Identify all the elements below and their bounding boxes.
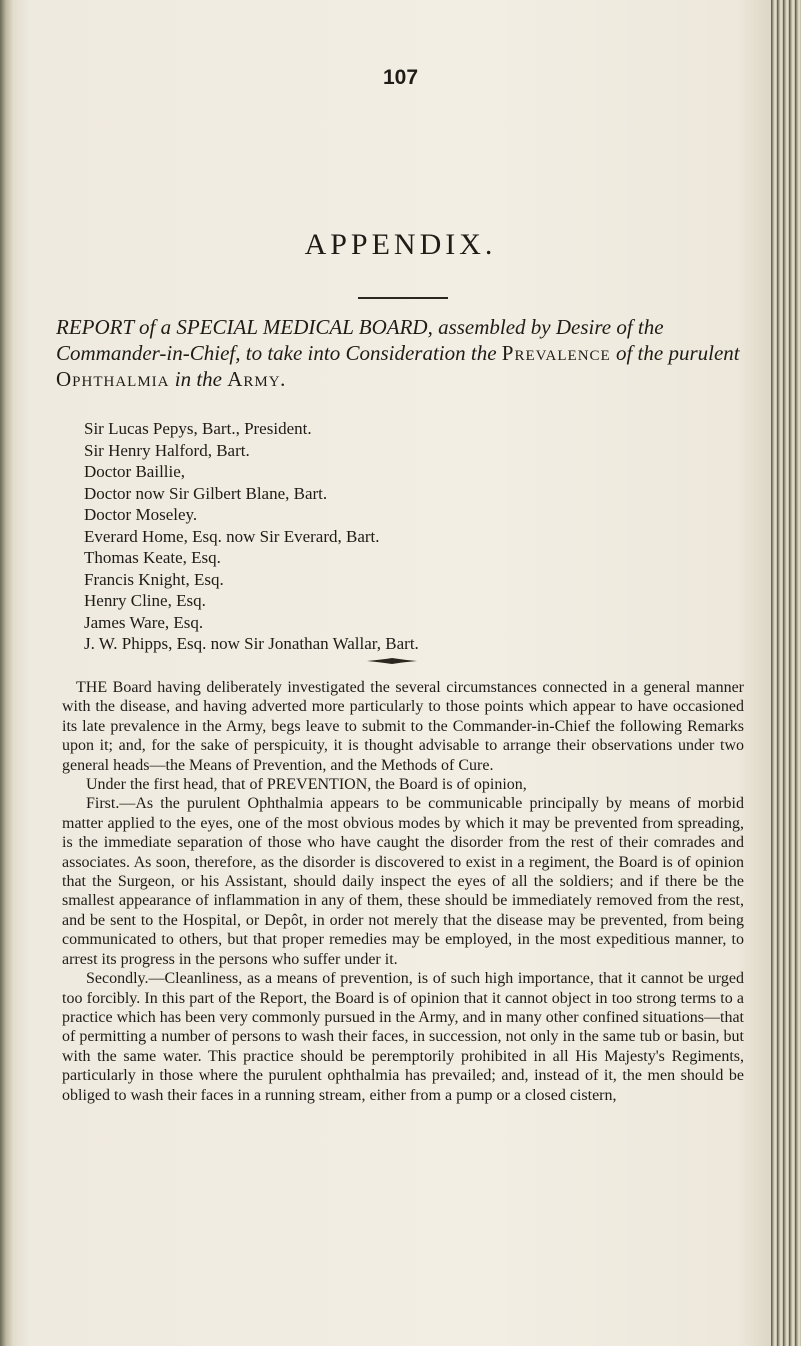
member-line: Doctor now Sir Gilbert Blane, Bart. xyxy=(84,483,328,503)
member-line: Thomas Keate, Esq. xyxy=(84,548,221,567)
member-line: Sir Henry Halford, Bart. xyxy=(84,440,250,460)
member-line: Everard Home, Esq. now Sir Everard, Bart. xyxy=(84,526,380,546)
title-ophthalmia: Ophthalmia xyxy=(56,367,170,391)
title-prevalence: Prevalence xyxy=(501,341,611,365)
title-part-4: . xyxy=(280,367,286,391)
title-part-2: of the purulent xyxy=(610,341,740,365)
title-army: Army xyxy=(227,367,281,391)
paragraph: THE Board having deliberately investigated the several circumstances connected in a general manner with the disease, and having adverted more particularly to those points which appear to have occasioned its late prevalence in the Army, begs leave to submit to the Commander-in-Chief the following Remarks upon it; and, for the sake of perspicuity, it is thought advisable to arrange their observations under two general heads—the Means of Prevention, and the Methods of Cure. xyxy=(62,679,744,774)
paragraph: Secondly.—Cleanliness, as a means of prevention, is of such high importance, that it cannot be urged too forcibly. In this part of the Report, the Board is of opinion that it cannot object in too strong terms to a practice which has been very commonly pursued in the Army, and in many other confined situations—that of permitting a number of persons to wash their faces, in succession, not only in the same tub or basin, but with the same water. This practice should be peremptorily prohibited in all His Majesty's Regiments, particularly in those where the purulent ophthalmia has prevailed; and, instead of it, the men should be obliged to wash their faces in a running stream, either from a pump or a closed cistern, xyxy=(62,970,744,1104)
paragraph: First.—As the purulent Ophthalmia appears to be communicable principally by means of morbid matter applied to the eyes, one of the most obvious modes by which it may be prevented from spreading, is the immediate separation of those who have caught the disorder from the rest of their comrades and associates. As soon, therefore, as the disorder is discovered to exist in a regiment, the Board is of opinion that the Surgeon, or his Assistant, should daily inspect the eyes of all the soldiers; and if there be the smallest appearance of inflammation in any of them, these should be immediately removed from the rest, and be sent to the Hospital, or Depôt, in order not merely that the disease may be prevented, from being communicated to others, but that proper remedies may be employed, in the most expeditious manner, to arrest its progress in the persons who suffer under it. xyxy=(62,795,744,968)
board-members-list xyxy=(84,418,724,655)
page-number: 107 xyxy=(382,66,419,89)
book-spine-shadow xyxy=(0,0,14,1346)
heading-rule xyxy=(358,297,448,299)
section-ornament xyxy=(367,657,417,665)
page-edges xyxy=(771,0,801,1346)
paragraph: Under the first head, that of PREVENTION, the Board is of opinion, xyxy=(86,776,527,794)
member-line: Henry Cline, Esq. xyxy=(84,591,206,610)
member-line: James Ware, Esq. xyxy=(84,612,204,632)
report-title xyxy=(56,314,776,392)
member-line: J. W. Phipps, Esq. now Sir Jonathan Wallar, Bart. xyxy=(84,634,419,653)
member-line: Francis Knight, Esq. xyxy=(84,569,224,589)
member-line: Doctor Moseley. xyxy=(84,505,198,524)
report-body xyxy=(62,678,744,1105)
title-part-1: REPORT of a SPECIAL MEDICAL BOARD, assembled by Desire of the Commander-in-Chief, to take into Consideration the xyxy=(56,315,664,365)
appendix-heading: APPENDIX. xyxy=(304,228,497,261)
member-line: Sir Lucas Pepys, Bart., President. xyxy=(84,419,312,438)
title-part-3: in the xyxy=(169,367,228,391)
member-line: Doctor Baillie, xyxy=(84,462,186,481)
